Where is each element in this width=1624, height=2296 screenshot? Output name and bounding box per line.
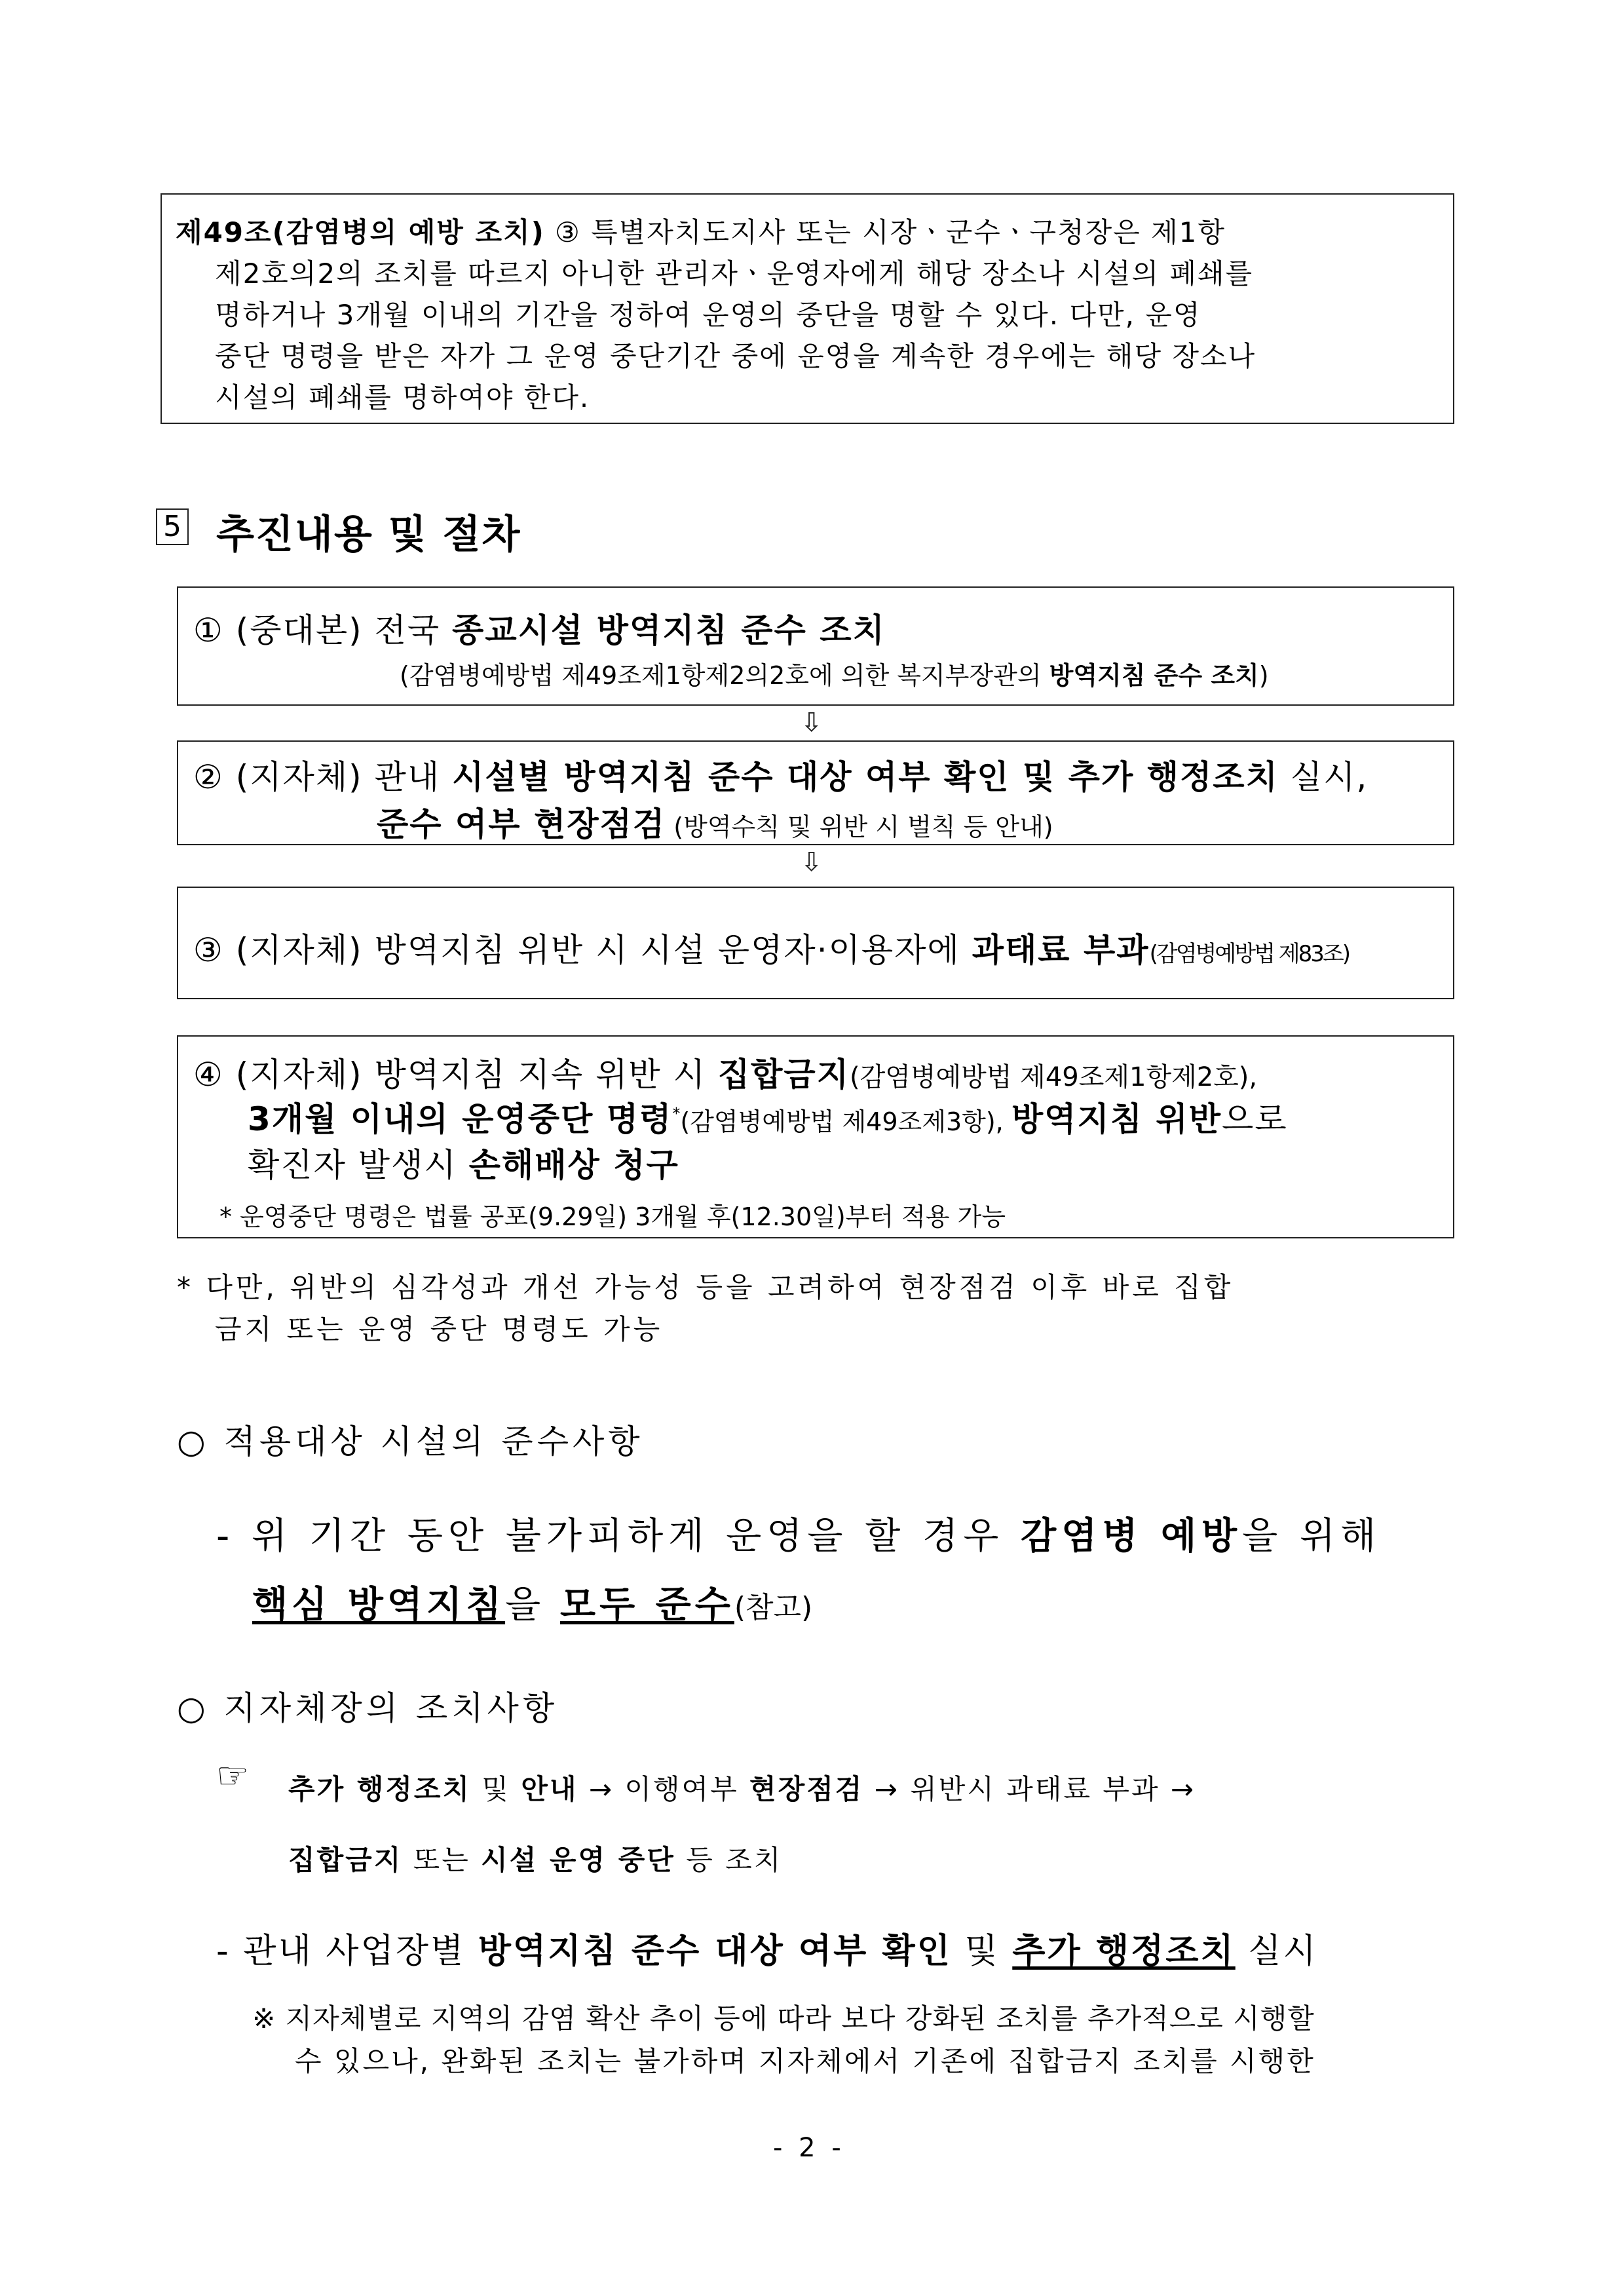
step-1-bold: 종교시설 방역지침 준수 조치 xyxy=(452,611,886,649)
flow-1-b2: 안내 xyxy=(521,1773,578,1805)
bullet-2-dash-line xyxy=(216,1923,1318,1972)
step-1-sub-post: ) xyxy=(1258,661,1269,690)
bullet-1-line-2-t1: 을 xyxy=(505,1584,560,1626)
step-4-tail-3: 으로 xyxy=(1222,1100,1288,1138)
step-4-bold-1: 집합금지 xyxy=(717,1056,850,1094)
step-1-sub-bold: 방역지침 준수 조치 xyxy=(1049,661,1259,690)
step-2-line-1 xyxy=(193,751,1368,798)
section-title-text: 추진내용 및 절차 xyxy=(216,512,521,558)
step-1-sub-pre: (감염병예방법 제49조제1항제2의2호에 의한 복지부장관의 xyxy=(400,661,1049,690)
law-article-title: 제49조(감염병의 예방 조치) xyxy=(176,216,545,248)
flow-2-t1: 또는 xyxy=(402,1844,482,1876)
bullet-1-core-guideline: 핵심 방역지침 xyxy=(252,1584,506,1626)
flow-1-t2: → 이행여부 xyxy=(578,1773,750,1805)
step-4-star: * xyxy=(672,1104,681,1123)
flow-line-1 xyxy=(288,1768,1196,1807)
bullet-1-dash-pre: - 위 기간 동안 불가피하게 운영을 할 경우 xyxy=(216,1515,1021,1558)
step-3-lead: ③ (지자체) 방역지침 위반 시 시설 운영자·이용자에 xyxy=(193,931,972,969)
step-2-tail-2: (방역수칙 및 위반 시 벌칙 등 안내) xyxy=(666,813,1053,841)
bullet-2-dash-t2: 실시 xyxy=(1235,1932,1318,1971)
flow-2-t2: 등 조치 xyxy=(675,1844,783,1876)
step-4-bold-4: 손해배상 청구 xyxy=(468,1146,679,1184)
page-number: - 2 - xyxy=(773,2133,845,2163)
bullet-2-dash-t1: 및 xyxy=(951,1932,1013,1971)
flow-2-b1: 집합금지 xyxy=(288,1844,403,1876)
step-2-tail-1: 실시, xyxy=(1278,758,1369,796)
step-4-line-3 xyxy=(248,1139,679,1186)
bullet-1-line-2 xyxy=(252,1576,812,1628)
step-1-sub xyxy=(400,655,1269,691)
flow-1-b3: 현장점검 xyxy=(749,1773,864,1805)
hand-pointer-icon: ☞ xyxy=(216,1755,251,1797)
bullet-2-dash-b2: 추가 행정조치 xyxy=(1012,1932,1236,1971)
step-4-bold-2: 3개월 이내의 운영중단 명령 xyxy=(248,1100,673,1138)
law-line-2: 제2호의2의 조치를 따르지 아니한 관리자ㆍ운영자에게 해당 장소나 시설의 폐쇄를 xyxy=(215,258,1254,290)
step-4-lead: ④ (지자체) 방역지침 지속 위반 시 xyxy=(193,1056,718,1094)
step-3-line xyxy=(193,924,1349,971)
reference-note-line-2: 수 있으나, 완화된 조치는 불가하며 지자체에서 기존에 집합금지 조치를 시행한 xyxy=(295,2045,1315,2077)
flow-1-t3: → 위반시 과태료 부과 → xyxy=(863,1773,1196,1805)
law-line-3: 명하거나 3개월 이내의 기간을 정하여 운영의 중단을 명할 수 있다. 다만, 운영 xyxy=(215,299,1201,331)
flow-line-2 xyxy=(288,1839,782,1878)
bullet-2-dash-b1: 방역지침 준수 대상 여부 확인 xyxy=(478,1932,952,1971)
law-line-1-text: ③ 특별자치도지사 또는 시장ㆍ군수ㆍ구청장은 제1항 xyxy=(544,216,1226,248)
bullet-1-dash-line xyxy=(216,1507,1381,1559)
step-4-bold-3: 방역지침 위반 xyxy=(1011,1100,1222,1138)
step-4-small-2: (감염병예방법 제49조제3항), xyxy=(680,1107,1011,1136)
step-4-line-3-pre: 확진자 발생시 xyxy=(248,1146,469,1184)
step-3-bold: 과태료 부과 xyxy=(972,931,1150,969)
step-2-lead: ② (지자체) 관내 xyxy=(193,758,453,796)
bullet-2-dash-pre: - 관내 사업장별 xyxy=(216,1932,478,1971)
bullet-1-dash-bold: 감염병 예방 xyxy=(1021,1515,1243,1558)
step-1-line xyxy=(193,604,886,651)
bullet-1-dash-post: 을 위해 xyxy=(1242,1515,1382,1558)
bullet-1-comply-all: 모두 준수 xyxy=(559,1584,734,1626)
bullet-1-heading: ○ 적용대상 시설의 준수사항 xyxy=(177,1423,644,1461)
bullet-2-heading: ○ 지자체장의 조치사항 xyxy=(177,1689,559,1727)
step-4-line-2 xyxy=(248,1093,1288,1140)
step-2-line-2 xyxy=(377,798,1053,845)
section-number-box xyxy=(156,508,189,545)
section-title xyxy=(216,503,521,560)
flow-1-t1: 및 xyxy=(471,1773,521,1805)
section-number: 5 xyxy=(163,510,181,543)
note-line-1: * 다만, 위반의 심각성과 개선 가능성 등을 고려하여 현장점검 이후 바로 집합 xyxy=(177,1271,1234,1303)
step-4-note: * 운영중단 명령은 법률 공포(9.29일) 3개월 후(12.30일)부터 적용 가능 xyxy=(219,1202,1006,1231)
note-line-2: 금지 또는 운영 중단 명령도 가능 xyxy=(215,1313,664,1345)
law-line-1 xyxy=(176,211,1226,250)
step-3-small: (감염병예방법 제83조) xyxy=(1149,941,1349,967)
reference-note-line-1: ※ 지자체별로 지역의 감염 확산 추이 등에 따라 보다 강화된 조치를 추가적으로 시행할 xyxy=(252,2002,1315,2035)
law-line-4: 중단 명령을 받은 자가 그 운영 중단기간 중에 운영을 계속한 경우에는 해당 장소나 xyxy=(215,340,1256,372)
step-4-line-1 xyxy=(193,1048,1257,1096)
flow-1-b1: 추가 행정조치 xyxy=(288,1773,472,1805)
flow-arrow-1: ⇩ xyxy=(801,708,823,738)
step-2-bold-2: 준수 여부 현장점검 xyxy=(377,805,666,843)
step-2-bold-1: 시설별 방역지침 준수 대상 여부 확인 및 추가 행정조치 xyxy=(452,758,1279,796)
flow-arrow-2: ⇩ xyxy=(801,847,823,877)
bullet-1-ref: (참고) xyxy=(734,1591,813,1624)
step-4-small-1: (감염병예방법 제49조제1항제2호), xyxy=(850,1062,1258,1092)
law-line-5: 시설의 폐쇄를 명하여야 한다. xyxy=(215,381,590,413)
step-1-lead: ① (중대본) 전국 xyxy=(193,611,453,649)
flow-2-b2: 시설 운영 중단 xyxy=(481,1844,675,1876)
